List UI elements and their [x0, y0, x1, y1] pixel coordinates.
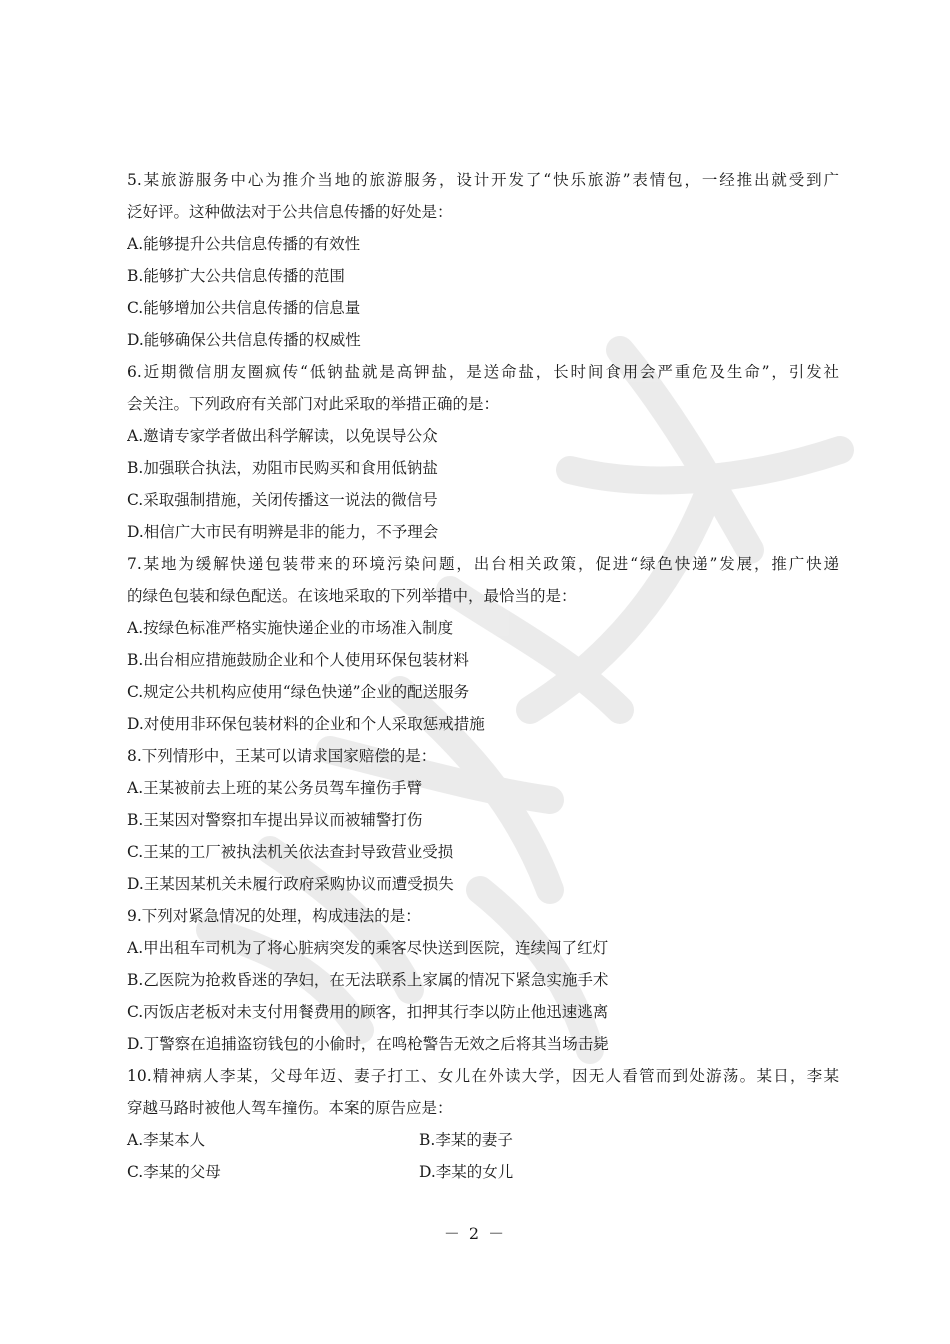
option-a: A.邀请专家学者做出科学解读，以免误导公众: [127, 427, 438, 445]
option-b: B.能够扩大公共信息传播的范围: [127, 267, 345, 285]
option-b: B.王某因对警察扣车提出异议而被辅警打伤: [127, 811, 423, 829]
option-d: D.能够确保公共信息传播的权威性: [127, 331, 361, 349]
question-stem-line: 会关注。下列政府有关部门对此采取的举措正确的是：: [127, 395, 500, 413]
question-stem-line: 10.精神病人李某，父母年迈、妻子打工、女儿在外读大学，因无人看管而到处游荡。某日，李某: [127, 1067, 839, 1085]
option-d: D.李某的女儿: [419, 1163, 514, 1181]
option-b: B.出台相应措施鼓励企业和个人使用环保包装材料: [127, 651, 469, 669]
option-b: B.加强联合执法，劝阻市民购买和食用低钠盐: [127, 459, 438, 477]
option-a: A.王某被前去上班的某公务员驾车撞伤手臂: [127, 779, 423, 797]
option-a: A.能够提升公共信息传播的有效性: [127, 235, 361, 253]
option-c: C.规定公共机构应使用“绿色快递”企业的配送服务: [127, 683, 470, 701]
question-7: [127, 548, 839, 740]
option-d: D.丁警察在追捕盗窃钱包的小偷时，在鸣枪警告无效之后将其当场击毙: [127, 1035, 609, 1053]
question-stem-line: 7.某地为缓解快递包装带来的环境污染问题，出台相关政策，促进“绿色快递”发展，推广快递: [127, 555, 839, 573]
option-d: D.王某因某机关未履行政府采购协议而遭受损失: [127, 875, 454, 893]
option-row: [127, 1124, 839, 1156]
question-stem-line: 的绿色包装和绿色配送。在该地采取的下列举措中，最恰当的是：: [127, 587, 577, 605]
question-9: [127, 900, 839, 1060]
option-c: C.能够增加公共信息传播的信息量: [127, 299, 361, 317]
option-c: C.采取强制措施，关闭传播这一说法的微信号: [127, 491, 438, 509]
option-b: B.乙医院为抢救昏迷的孕妇，在无法联系上家属的情况下紧急实施手术: [127, 971, 609, 989]
option-c: C.李某的父母: [127, 1163, 221, 1181]
question-stem-line: 泛好评。这种做法对于公共信息传播的好处是：: [127, 203, 453, 221]
option-a: A.李某本人: [127, 1131, 206, 1149]
option-a: A.甲出租车司机为了将心脏病突发的乘客尽快送到医院，连续闯了红灯: [127, 939, 609, 957]
option-d: D.相信广大市民有明辨是非的能力，不予理会: [127, 523, 439, 541]
question-list: [127, 164, 839, 1188]
question-5: [127, 164, 839, 356]
option-a: A.按绿色标准严格实施快递企业的市场准入制度: [127, 619, 454, 637]
question-6: [127, 356, 839, 548]
option-d: D.对使用非环保包装材料的企业和个人采取惩戒措施: [127, 715, 485, 733]
option-b: B.李某的妻子: [419, 1131, 513, 1149]
question-8: [127, 740, 839, 900]
page-number: － 2 －: [443, 1224, 507, 1243]
question-stem-line: 8.下列情形中，王某可以请求国家赔偿的是：: [127, 747, 437, 765]
question-stem-line: 9.下列对紧急情况的处理，构成违法的是：: [127, 907, 421, 925]
question-stem-line: 5.某旅游服务中心为推介当地的旅游服务，设计开发了“快乐旅游”表情包，一经推出就受到广: [127, 171, 839, 189]
question-stem-line: 穿越马路时被他人驾车撞伤。本案的原告应是：: [127, 1099, 453, 1117]
option-c: C.丙饭店老板对未支付用餐费用的顾客，扣押其行李以防止他迅速逃离: [127, 1003, 609, 1021]
option-c: C.王某的工厂被执法机关依法查封导致营业受损: [127, 843, 454, 861]
option-row: [127, 1156, 839, 1188]
question-10: [127, 1060, 839, 1188]
question-stem-line: 6.近期微信朋友圈疯传“低钠盐就是高钾盐，是送命盐，长时间食用会严重危及生命”，引发社: [127, 363, 839, 381]
